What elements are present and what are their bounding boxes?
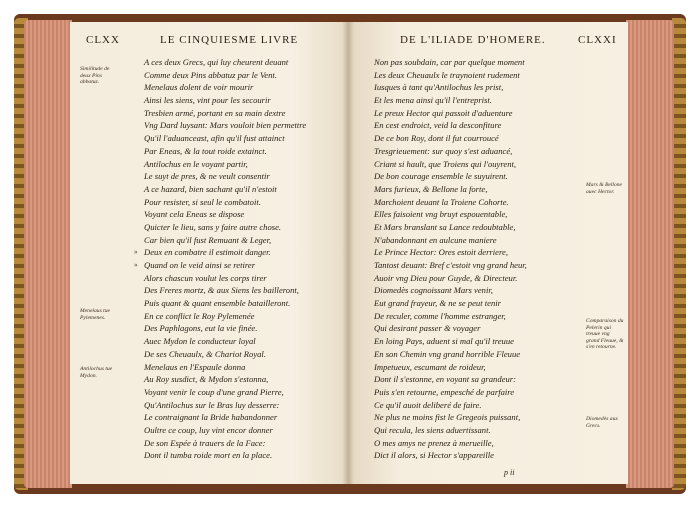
- text-line: Tresgrieuement: sur quoy s'est aduancé,: [374, 145, 513, 156]
- text-line: Des Paphlagons, eut la vie finée.: [144, 323, 258, 334]
- text-line: Mars furieux, & Bellone la forte,: [374, 183, 488, 194]
- text-line: Voyant cela Eneas se dispose: [144, 209, 245, 220]
- text-line: Eut grand frayeur, & ne se peut tenir: [374, 298, 501, 309]
- right-folio: CLXXI: [578, 34, 617, 46]
- text-line: Menelaus dolent de voir mourir: [144, 82, 254, 93]
- right-note-1: Mars & Bellone auec Hector.: [586, 182, 623, 195]
- signature-mark: p ii: [504, 468, 515, 477]
- text-line: Le contraignant la Bride habandonner: [144, 412, 278, 423]
- left-folio: CLXX: [86, 34, 120, 46]
- left-text-block: [144, 56, 306, 462]
- text-line: Oultre ce coup, luy vint encor donner: [144, 424, 273, 435]
- text-line: Par Eneas, & la tout roide extainct.: [144, 145, 267, 156]
- left-note-2: Menelaus tue Pylemenes.: [80, 308, 110, 321]
- text-line: Tresbien armé, portant en sa main dextre: [144, 107, 286, 118]
- text-line: Car bien qu'il fust Remuant & Leger,: [144, 234, 272, 245]
- text-line: Dont il s'estonne, en voyant sa grandeur:: [374, 374, 516, 385]
- left-running-head: LE CINQUIESME LIVRE: [160, 34, 299, 46]
- text-line: Ainsi les siens, vint pour les secourir: [144, 95, 271, 106]
- text-line: De ses Cheuaulx, & Chariot Royal.: [144, 348, 266, 359]
- page-edges-right: [626, 20, 674, 488]
- text-line: Diomedès cognoissant Mars venir,: [374, 285, 493, 296]
- text-line: A ce hazard, bien sachant qu'il n'estoit: [144, 183, 277, 194]
- right-running-head: DE L'ILIADE D'HOMERE.: [400, 34, 546, 46]
- text-line: Pour resister, si seul le combatoit.: [144, 196, 261, 207]
- text-line: Quand on le veid ainsi se retirer: [144, 260, 256, 270]
- text-line: De son Espée à trauers de la Face:: [144, 437, 266, 448]
- text-line: Deux en combatre il estimoit danger.: [144, 247, 271, 258]
- text-line: Auoir vng Dieu pour Guyde, & Directeur.: [374, 272, 518, 283]
- text-line: Et les mena ainsi qu'il l'entreprist.: [374, 95, 492, 106]
- text-line: De reculer, comme l'homme estranger,: [374, 310, 506, 321]
- left-mark-2: »: [134, 261, 138, 269]
- text-line: Les deux Cheuaulx le traynoient rudement: [374, 69, 520, 80]
- text-line: Quicter le lieu, sans y faire autre chose.: [144, 221, 282, 232]
- text-line: Ce qu'il auoit deliberé de faire.: [374, 399, 482, 410]
- gilt-edge-right: [672, 18, 686, 490]
- page-edges-left: [24, 20, 72, 488]
- text-line: Antilochus en le voyant partir,: [144, 158, 248, 169]
- right-note-2: Comparaison du Pelerin qui treuue vng grand Fleuue, & s'en retourne.: [586, 318, 624, 351]
- text-line: Marchoient deuant la Troiene Cohorte.: [374, 196, 509, 207]
- text-line: Elles faisoient vng bruyt espouentable,: [374, 209, 508, 220]
- text-line: Impetueux, escumant de roideur,: [374, 361, 486, 372]
- text-line: De ce bon Roy, dont il fut courroucé: [374, 133, 499, 144]
- text-line: Le suyt de pres, & ne veult consentir: [144, 171, 270, 182]
- text-line: Voyant venir le coup d'une grand Pierre,: [144, 386, 284, 397]
- right-page: [348, 22, 628, 484]
- text-line: Qu'Antilochus sur le Bras luy desserre:: [144, 399, 280, 410]
- text-line: Non pas soubdain, car par quelque moment: [374, 57, 525, 67]
- text-line: Alors chascun voulut les corps tirer: [144, 272, 267, 283]
- left-mark-1: »: [134, 248, 138, 256]
- text-line: O mes amys ne prenez à merueille,: [374, 437, 494, 448]
- text-line: Puis quant & quant ensemble batailleront.: [144, 298, 291, 309]
- text-line: Menelaus en l'Espaule donna: [144, 361, 246, 372]
- book-gutter: [342, 22, 354, 484]
- right-note-3: Diomedès aux Grecs.: [586, 416, 618, 429]
- text-line: Criant si hault, que Troiens qui l'ouyrent,: [374, 158, 517, 169]
- text-line: De bon courage ensemble le suyuirent.: [374, 171, 508, 182]
- text-line: Comme deux Pins abbatuz par le Vent.: [144, 69, 277, 80]
- text-line: En cest endroict, veid la desconfiture: [374, 120, 502, 131]
- text-line: En ce conflict le Roy Pylemenée: [144, 310, 255, 321]
- left-note-3: Antilochus tue Mydon.: [80, 366, 113, 379]
- left-page: [70, 22, 348, 484]
- text-line: Qu'il l'aduanceast, afin qu'il fust attainct: [144, 133, 285, 144]
- text-line: Et Mars branslant sa Lance redoubtable,: [374, 221, 516, 232]
- text-line: Dont il tumba roide mort en la place.: [144, 450, 273, 461]
- text-line: N'abandonnant en aulcune maniere: [374, 234, 497, 245]
- text-line: En loing Pays, aduent si mal qu'il treuue: [374, 336, 514, 347]
- text-line: Dict il alors, si Hector s'appareille: [374, 450, 494, 461]
- left-note-1: Similitude de deux Pins abbatuz.: [80, 66, 110, 86]
- text-line: Vng Dard luysant: Mars vouloit bien permettre: [144, 120, 307, 131]
- text-line: Ne plus ne moins fist le Gregeois puissant,: [374, 412, 521, 423]
- text-line: Des Freres mortz, & aux Siens les bailleront,: [144, 285, 299, 296]
- right-text-block: [374, 56, 527, 462]
- text-line: A ces deux Grecs, qui luy cheurent deuant: [144, 57, 289, 67]
- text-line: Puis s'en retourne, empesché de parfaire: [374, 386, 515, 397]
- text-line: Iusques à tant qu'Antilochus les prist,: [374, 82, 504, 93]
- text-line: Le preux Hector qui passoit d'aduenture: [374, 107, 513, 118]
- text-line: Tantost deuant: Bref c'estoit vng grand heur,: [374, 260, 527, 270]
- text-line: Qui desirant passer & voyager: [374, 323, 481, 334]
- text-line: Auec Mydon le conducteur loyal: [144, 336, 256, 347]
- text-line: Le Prince Hector: Ores estoit derriere,: [374, 247, 508, 258]
- text-line: En son Chemin vng grand horrible Fleuue: [374, 348, 521, 359]
- text-line: Au Roy susdict, & Mydon s'estonna,: [144, 374, 269, 385]
- text-line: Qui recula, les siens aduertissant.: [374, 424, 491, 435]
